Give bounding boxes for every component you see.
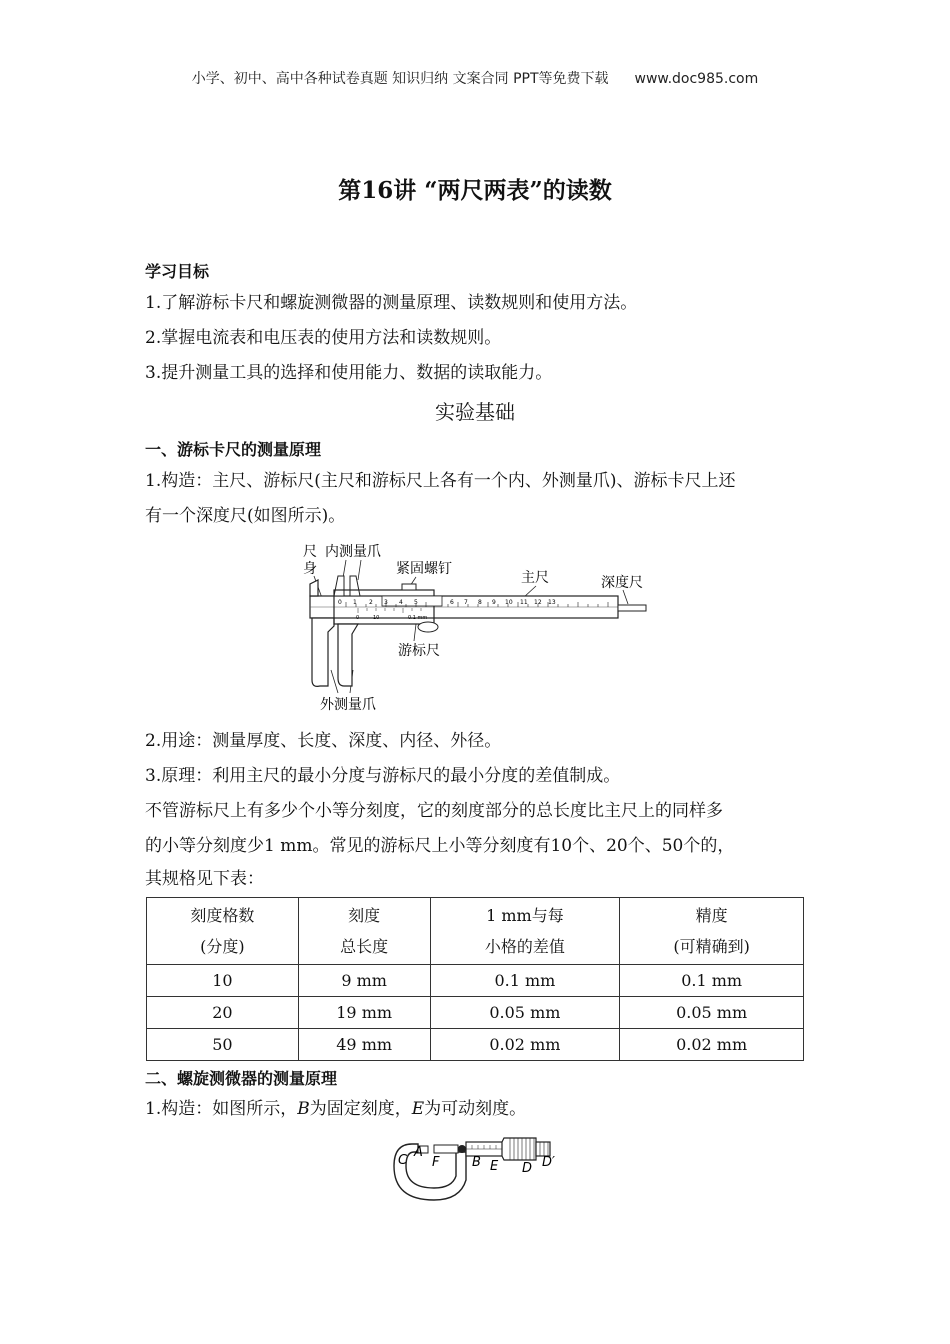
main-scale-tick-label: 13 bbox=[548, 599, 556, 606]
label-outer-jaw: 外测量爪 bbox=[320, 697, 376, 713]
main-scale-tick-label: 2 bbox=[369, 599, 373, 606]
table-cell: 0.1 mm bbox=[620, 965, 804, 997]
micrometer-label: B bbox=[472, 1155, 481, 1170]
table-header-cell: 刻度 总长度 bbox=[298, 898, 430, 965]
main-scale-tick-label: 5 bbox=[414, 599, 418, 606]
micrometer-label: D bbox=[522, 1161, 533, 1176]
micrometer-label: D′ bbox=[542, 1155, 555, 1170]
page-title: 第16讲 “两尺两表”的读数 bbox=[338, 177, 612, 204]
table-header-row bbox=[147, 898, 804, 965]
label-depth-gauge: 深度尺 bbox=[601, 575, 643, 591]
fixed-outer-jaw bbox=[312, 618, 334, 686]
main-scale-tick-label: 8 bbox=[478, 599, 482, 606]
table-cell: 0.05 mm bbox=[430, 997, 620, 1029]
table-cell: 49 mm bbox=[298, 1029, 430, 1061]
objective-item: 1.了解游标卡尺和螺旋测微器的测量原理、读数规则和使用方法。 bbox=[145, 293, 638, 313]
main-scale-tick-label: 3 bbox=[384, 599, 388, 606]
main-scale-tick-label: 4 bbox=[399, 599, 403, 606]
label-vernier-scale: 游标尺 bbox=[398, 643, 440, 659]
micrometer-structure: 1.构造：如图所示，B为固定刻度，E为可动刻度。 bbox=[145, 1099, 527, 1119]
header-site-link[interactable]: www.doc985.com bbox=[634, 71, 759, 87]
vernier-structure-line1: 1.构造：主尺、游标尺(主尺和游标尺上各有一个内、外测量爪)、游标卡尺上还 bbox=[145, 471, 736, 491]
vernier-spec-table bbox=[146, 897, 804, 1061]
main-scale-tick-label: 1 bbox=[353, 599, 357, 606]
locking-screw bbox=[402, 584, 416, 590]
micrometer-label: F bbox=[432, 1155, 440, 1170]
table-cell: 0.05 mm bbox=[620, 997, 804, 1029]
main-scale-tick-label: 7 bbox=[464, 599, 468, 606]
label-body-1: 尺 bbox=[303, 544, 317, 560]
label-inner-jaw: 内测量爪 bbox=[325, 544, 381, 560]
vernier-para-line1: 不管游标尺上有多少个小等分刻度，它的刻度部分的总长度比主尺上的同样多 bbox=[145, 801, 723, 821]
vernier-para-line2: 的小等分刻度少1 mm。常见的游标尺上小等分刻度有10个、20个、50个的， bbox=[145, 836, 735, 856]
objective-item: 2.掌握电流表和电压表的使用方法和读数规则。 bbox=[145, 328, 502, 348]
main-scale-tick-label: 10 bbox=[505, 599, 513, 606]
main-scale-tick-label: 11 bbox=[520, 599, 528, 606]
table-header-cell: 精度 (可精确到) bbox=[620, 898, 804, 965]
main-scale-tick-label: 9 bbox=[492, 599, 496, 606]
vernier-tick-label: 0 bbox=[356, 615, 360, 621]
table-cell: 50 bbox=[147, 1029, 299, 1061]
vernier-heading: 一、游标卡尺的测量原理 bbox=[145, 440, 322, 459]
movable-outer-jaw bbox=[338, 624, 358, 686]
vernier-tick-label: 10 bbox=[373, 615, 380, 621]
label-screw: 紧固螺钉 bbox=[396, 561, 452, 577]
table-cell: 20 bbox=[147, 997, 299, 1029]
label-main-scale: 主尺 bbox=[521, 570, 549, 586]
main-scale-tick-label: 0 bbox=[338, 599, 342, 606]
vernier-para-line3: 其规格见下表： bbox=[145, 869, 264, 889]
vernier-caliper-figure bbox=[298, 540, 658, 715]
header-slogan: 小学、初中、高中各种试卷真题 知识归纳 文案合同 PPT等免费下载 bbox=[191, 71, 609, 87]
main-scale-tick-label: 12 bbox=[534, 599, 542, 606]
section-title: 实验基础 bbox=[435, 400, 515, 424]
micrometer-figure bbox=[390, 1130, 570, 1206]
vernier-structure-line2: 有一个深度尺(如图所示)。 bbox=[145, 506, 346, 526]
table-cell: 9 mm bbox=[298, 965, 430, 997]
label-body-2: 身 bbox=[303, 561, 317, 577]
table-cell: 10 bbox=[147, 965, 299, 997]
table-row bbox=[147, 965, 804, 997]
table-cell: 0.02 mm bbox=[430, 1029, 620, 1061]
table-row bbox=[147, 997, 804, 1029]
page-header bbox=[0, 68, 950, 88]
vernier-precision-mark: 0.1 mm bbox=[408, 615, 428, 621]
spindle bbox=[434, 1145, 458, 1153]
table-cell: 0.1 mm bbox=[430, 965, 620, 997]
table-header-cell: 1 mm与每 小格的差值 bbox=[430, 898, 620, 965]
micrometer-label: E bbox=[490, 1159, 499, 1174]
table-row bbox=[147, 1029, 804, 1061]
table-cell: 0.02 mm bbox=[620, 1029, 804, 1061]
table-header-cell: 刻度格数 (分度) bbox=[147, 898, 299, 965]
vernier-usage: 2.用途：测量厚度、长度、深度、内径、外径。 bbox=[145, 731, 502, 751]
vernier-principle: 3.原理：利用主尺的最小分度与游标尺的最小分度的差值制成。 bbox=[145, 766, 621, 786]
micrometer-heading: 二、螺旋测微器的测量原理 bbox=[145, 1069, 338, 1088]
micrometer-label: A bbox=[414, 1145, 423, 1160]
depth-rod bbox=[618, 605, 646, 611]
micrometer-label: C bbox=[398, 1153, 408, 1168]
main-scale-tick-label: 6 bbox=[450, 599, 454, 606]
lock-nut bbox=[458, 1145, 466, 1153]
objective-item: 3.提升测量工具的选择和使用能力、数据的读取能力。 bbox=[145, 363, 553, 383]
table-cell: 19 mm bbox=[298, 997, 430, 1029]
thimble bbox=[502, 1138, 536, 1160]
objectives-heading: 学习目标 bbox=[145, 262, 210, 281]
